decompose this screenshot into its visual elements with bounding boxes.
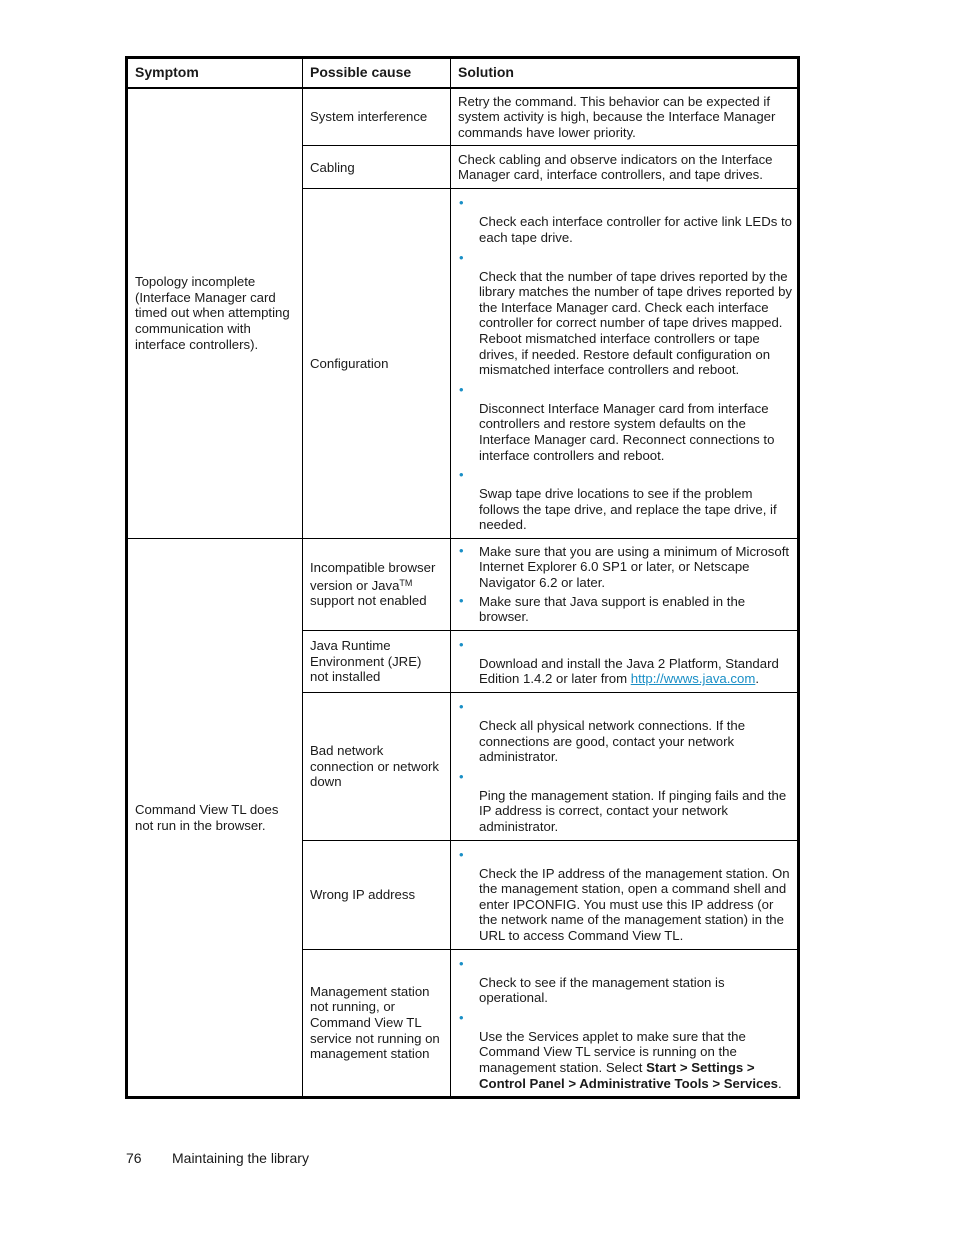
list-item: • Check each interface controller for active link LEDs to each tape drive. bbox=[459, 195, 792, 245]
list-item: • Ping the management station. If pinging fails and the IP address is correct, contact your network administrator. bbox=[459, 768, 787, 834]
cause-cell: Management station not running, or Command View TL service not running on management station bbox=[303, 949, 451, 1098]
cause-cell: System interference bbox=[303, 88, 451, 146]
bullet-icon: • bbox=[459, 1009, 464, 1025]
cause-cell: Wrong IP address bbox=[303, 840, 451, 949]
bullet-icon: • bbox=[459, 381, 464, 397]
solution-cell bbox=[451, 189, 799, 539]
page-footer bbox=[126, 1150, 309, 1166]
list-item: • Check all physical network connections. If the connections are good, contact your network administrator. bbox=[459, 699, 746, 765]
cause-cell: Java Runtime Environment (JRE) not installed bbox=[303, 630, 451, 692]
solution-cell bbox=[451, 693, 799, 841]
bullet-list bbox=[458, 698, 795, 835]
page-number: 76 bbox=[126, 1150, 142, 1166]
table-header-row bbox=[127, 58, 799, 88]
list-item: • Disconnect Interface Manager card from interface controllers and restore system defaults on the Interface Manager card. Reconnect connections to interface controllers and reboot. bbox=[459, 381, 775, 463]
bullet-icon: • bbox=[459, 699, 464, 715]
list-item: • Download and install the Java 2 Platform, Standard Edition 1.4.2 or later from http://wwws.java.com. bbox=[459, 636, 779, 687]
bullet-icon: • bbox=[459, 467, 464, 483]
table-row bbox=[127, 538, 799, 630]
list-item: • Make sure that Java support is enabled in the browser. bbox=[459, 592, 746, 625]
solution-cell bbox=[451, 630, 799, 692]
header-solution: Solution bbox=[451, 58, 799, 88]
list-item: • Swap tape drive locations to see if the problem follows the tape drive, and replace the tape drive, if needed. bbox=[459, 467, 777, 533]
bullet-icon: • bbox=[459, 195, 464, 211]
list-item: • Check that the number of tape drives reported by the library matches the number of tape drives reported by the Interface Manager card. Check each interface controller for correct number of tape drives mapped. Reboot mismatched interface controllers or tape drives, if needed. Restore default configuration on mismatched interface controllers and reboot. bbox=[459, 249, 792, 378]
bullet-icon: • bbox=[459, 249, 464, 265]
symptom-cell: Topology incomplete (Interface Manager card timed out when attempting communication with interface controllers). bbox=[127, 88, 303, 539]
list-item: • Make sure that you are using a minimum of Microsoft Internet Explorer 6.0 SP1 or later, or Netscape Navigator 6.2 or later. bbox=[459, 542, 790, 591]
cause-cell: Configuration bbox=[303, 189, 451, 539]
cause-cell: Bad network connection or network down bbox=[303, 693, 451, 841]
section-title: Maintaining the library bbox=[172, 1150, 309, 1166]
solution-cell: Check cabling and observe indicators on the Interface Manager card, interface controllers, and tape drives. bbox=[451, 146, 799, 189]
java-download-link[interactable]: http://wwws.java.com bbox=[630, 671, 756, 687]
bullet-list bbox=[458, 194, 795, 533]
header-symptom: Symptom bbox=[127, 58, 303, 88]
bullet-icon: • bbox=[459, 636, 464, 652]
list-item: • Use the Services applet to make sure that the Command View TL service is running on the management station. Select Start > Settings > Control Panel > Administrative Tools > Services. bbox=[459, 1009, 782, 1091]
bullet-icon: • bbox=[459, 846, 464, 862]
solution-cell bbox=[451, 840, 799, 949]
list-item: • Check the IP address of the management station. On the management station, open a command shell and enter IPCONFIG. You must use this IP address (or the network name of the management station) in the URL to access Command View TL. bbox=[459, 846, 790, 943]
solution-cell bbox=[451, 538, 799, 630]
trademark-mark: TM bbox=[399, 577, 413, 588]
bullet-list bbox=[458, 636, 795, 687]
header-possible-cause: Possible cause bbox=[303, 58, 451, 88]
bullet-list bbox=[458, 955, 795, 1092]
bullet-list bbox=[458, 544, 795, 625]
bullet-icon: • bbox=[459, 542, 464, 558]
bullet-icon: • bbox=[459, 592, 464, 608]
list-item: • Check to see if the management station is operational. bbox=[459, 955, 725, 1006]
troubleshooting-table bbox=[125, 56, 800, 1099]
bullet-icon: • bbox=[459, 955, 464, 971]
cause-cell: Incompatible browser version or Java™ support not enabled bbox=[303, 538, 451, 630]
bullet-list bbox=[458, 846, 795, 944]
cause-cell: Cabling bbox=[303, 146, 451, 189]
menu-path: Start > Settings > Control Panel > Administrative Tools > Services bbox=[479, 1059, 779, 1091]
symptom-cell: Command View TL does not run in the browser. bbox=[127, 538, 303, 1097]
solution-cell bbox=[451, 949, 799, 1098]
table-row bbox=[127, 88, 799, 146]
solution-cell: Retry the command. This behavior can be expected if system activity is high, because the Interface Manager commands have lower priority. bbox=[451, 88, 799, 146]
bullet-icon: • bbox=[459, 768, 464, 784]
